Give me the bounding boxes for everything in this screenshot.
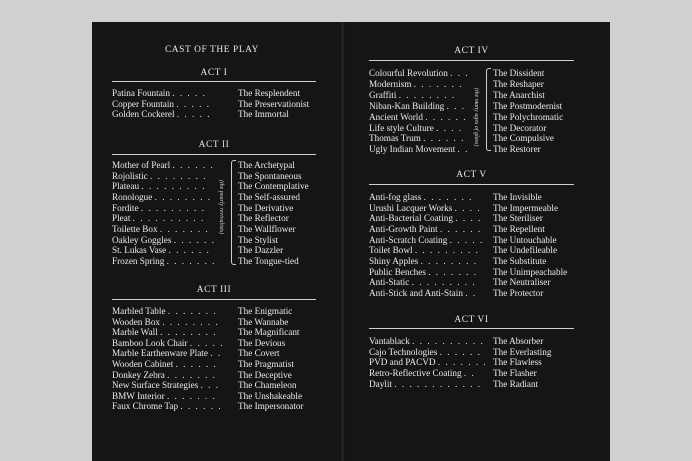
cast-role: The Anarchist [493, 89, 545, 100]
act1-title: ACT I [200, 68, 228, 78]
cast-row [369, 288, 574, 299]
cast-row [369, 256, 574, 267]
cast-member-name: Donkey Zebra . . . . . . . [112, 369, 217, 380]
cast-row [369, 90, 574, 101]
cast-row [369, 112, 574, 123]
dot-leader: . . . . . . . . [160, 327, 218, 338]
dot-leader: . . . . . . . [428, 266, 478, 277]
cast-role: The Compulsive [493, 133, 554, 144]
cast-role: The Impermeable [493, 202, 559, 213]
act3-rule [112, 299, 316, 300]
cast-role: The Devious [238, 337, 286, 348]
cast-row [369, 224, 574, 235]
dot-leader: . . . . . . . . . [140, 202, 206, 213]
cast-member-name: Thomas Trum . . . . . . [369, 133, 465, 144]
cast-role: The Contemplative [238, 181, 309, 192]
act2-side-note: (the pearly revivalists) [218, 180, 224, 235]
cast-row [112, 109, 316, 120]
cast-member-name: Anti-Static . . . . . . . . . [369, 277, 477, 288]
cast-row [369, 267, 574, 278]
cast-member-name: Golden Cockerel . . . . . [112, 109, 211, 120]
dot-leader: . . . . . . . [166, 255, 216, 266]
cast-role: The Reshaper [493, 78, 544, 89]
cast-role: The Unimpeachable [493, 266, 568, 277]
cast-member-name: Cajo Technologies . . . . . . [369, 346, 482, 357]
cast-role: The Covert [238, 348, 280, 359]
cast-row [369, 144, 574, 155]
cast-row [112, 181, 316, 192]
cast-member-name: Niban-Kan Building . . . [369, 100, 466, 111]
cast-member-name: Daylit . . . . . . . . . . . . [369, 378, 482, 389]
cast-role: The Steriliser [493, 213, 543, 224]
act2-rule [112, 154, 316, 155]
cast-role: The Immortal [238, 109, 289, 120]
dot-leader: . . . . . . . . [154, 191, 212, 202]
cast-member-name: Colourful Revolution . . . [369, 68, 470, 78]
cast-row [112, 370, 316, 381]
cast-member-name: Bamboo Look Chair . . . . . [112, 337, 225, 348]
act4-title: ACT IV [454, 46, 489, 56]
cast-member-name: Marbled Table . . . . . . . [112, 306, 218, 316]
cast-role: The Dissident [493, 68, 545, 78]
dot-leader: . . . . . . . . . [411, 277, 477, 288]
dot-leader: . . . . . . . [413, 78, 464, 89]
act4-rule [369, 60, 574, 61]
cast-row [112, 213, 316, 224]
dot-leader: . . . . [436, 122, 463, 133]
cast-member-name: Fordite . . . . . . . . . [112, 202, 206, 213]
cast-role: The Invisible [493, 192, 542, 202]
cast-member-name: Ugly Indian Movement . . [369, 144, 469, 155]
cast-row [112, 203, 316, 214]
cast-row [369, 192, 574, 203]
act3-title: ACT III [196, 285, 232, 295]
cast-row [369, 357, 574, 368]
dot-leader: . . . . . . . . . . . . [394, 378, 482, 389]
cast-role: The Decorator [493, 122, 547, 133]
cast-role: The Unshakeable [238, 390, 303, 401]
dot-leader: . . . . . . . [167, 306, 218, 316]
cast-row [369, 347, 574, 358]
dot-leader: . . . . . . . . . . [132, 213, 205, 224]
dot-leader: . . . . . . . [159, 223, 210, 234]
cast-role: The Tongue-tied [238, 255, 299, 266]
cast-row [112, 317, 316, 328]
dot-leader: . . . . . [449, 234, 484, 245]
cast-role: The Restorer [493, 144, 541, 155]
cast-row [112, 306, 316, 317]
cast-member-name: Pleat . . . . . . . . . . [112, 213, 205, 224]
dot-leader: . . . . . . . [437, 357, 488, 368]
cast-member-name: Urushi Lacquer Works . . . . [369, 202, 482, 213]
cast-member-name: Toilette Box . . . . . . . [112, 223, 210, 234]
cast-member-name: Wooden Box . . . . . . . . [112, 316, 220, 327]
act1-rule [112, 81, 316, 82]
cast-member-name: PVD and PACVD . . . . . . . [369, 357, 488, 368]
cast-role: The Magnificant [238, 327, 300, 338]
cast-member-name: Marble Wall . . . . . . . . [112, 327, 218, 338]
act6-rule [369, 328, 574, 329]
cast-role: The Wallflower [238, 223, 296, 234]
dot-leader: . . . . . [176, 109, 211, 120]
cast-member-name: Mother of Pearl . . . . . . [112, 160, 215, 170]
cast-member-name: Patina Fountain . . . . . [112, 88, 207, 98]
dot-leader: . . . [450, 68, 470, 78]
cast-role: The Stylist [238, 234, 279, 245]
act4-brace [486, 68, 491, 151]
cast-row [112, 401, 316, 412]
dot-leader: . . . . . . [439, 346, 482, 357]
dot-leader: . . . . . . [439, 223, 482, 234]
cast-row [112, 192, 316, 203]
cast-member-name: Toilet Bowl . . . . . . . . . [369, 245, 480, 256]
cast-member-name: Retro-Reflective Coating . . [369, 368, 476, 379]
cast-role: The Everlasting [493, 346, 552, 357]
cast-member-name: Oakley Goggles . . . . . . [112, 234, 216, 245]
cast-member-name: Wooden Cabinet . . . . . . [112, 359, 218, 369]
cast-row [112, 348, 316, 359]
cast-row [369, 123, 574, 134]
cast-role: The Polychromatic [493, 111, 564, 122]
cast-role: The Derivative [238, 202, 294, 213]
dot-leader: . . . . [454, 202, 482, 213]
cast-role: The Chameleon [238, 380, 297, 391]
cast-role: The Neutraliser [493, 277, 551, 288]
cast-row [369, 277, 574, 288]
dot-leader: . . . . . . . . . [414, 245, 480, 256]
act2-brace [231, 160, 236, 265]
cast-row [369, 101, 574, 112]
cast-row [112, 235, 316, 246]
cast-role: The Reflector [238, 213, 289, 224]
cast-role: The Radiant [493, 378, 539, 389]
cast-row [112, 256, 316, 267]
cast-member-name: Life style Culture . . . . [369, 122, 463, 133]
cast-row [112, 88, 316, 99]
cast-role: The Self-assured [238, 191, 300, 202]
dot-leader: . . . . . . [168, 245, 211, 256]
dot-leader: . . [465, 287, 477, 298]
dot-leader: . . . . . . . [423, 192, 473, 202]
dot-leader: . . . . . [172, 88, 207, 98]
cast-row [369, 203, 574, 214]
dot-leader: . . . . . . [173, 234, 216, 245]
cast-member-name: Shiny Apples . . . . . . . . [369, 255, 478, 266]
dot-leader: . . . . . . . . [150, 170, 207, 181]
cast-member-name: Anti-Stick and Anti-Stain . . [369, 287, 477, 298]
cast-row [112, 338, 316, 349]
cast-role: The Archetypal [238, 160, 295, 170]
cast-role: The Resplendent [238, 88, 300, 98]
cast-row [369, 379, 574, 390]
act5-title: ACT V [456, 170, 487, 180]
dot-leader: . . . . . . . [167, 369, 217, 380]
dot-leader: . . . . . . . . [162, 316, 220, 327]
cast-member-name: Graffiti . . . . . . . . [369, 89, 456, 100]
cast-role: The Flasher [493, 368, 537, 379]
dot-leader: . . . . . . [172, 160, 215, 170]
cast-member-name: New Surface Strategies . . . [112, 380, 220, 391]
cast-member-name: St. Lukas Vase . . . . . . [112, 245, 211, 256]
cast-row [112, 171, 316, 182]
cast-member-name: Anti-Scratch Coating . . . . . [369, 234, 484, 245]
cast-member-name: Anti-Growth Paint . . . . . . [369, 223, 482, 234]
cast-role: The Postmodernist [493, 100, 563, 111]
cast-member-name: Frozen Spring . . . . . . . [112, 255, 216, 266]
cast-row [369, 213, 574, 224]
dot-leader: . . . . . . [425, 111, 468, 122]
cast-role: The Flawless [493, 357, 542, 368]
dot-leader: . . [457, 144, 469, 155]
cast-row [112, 99, 316, 110]
cast-row [112, 380, 316, 391]
cast-member-name: Rojolistic . . . . . . . . [112, 170, 207, 181]
cast-row [369, 336, 574, 347]
dot-leader: . . . . . . [423, 133, 465, 144]
cast-role: The Impersonator [238, 401, 304, 412]
cast-member-name: BMW Interior . . . . . . . [112, 390, 217, 401]
cast-row [112, 224, 316, 235]
cast-row [369, 68, 574, 79]
cast-member-name: Modernism . . . . . . . [369, 78, 464, 89]
dot-leader: . . . . . . [175, 359, 218, 369]
dot-leader: . . . . . . . [166, 390, 217, 401]
cast-member-name: Anti-Bacterial Coating . . . . [369, 213, 482, 224]
dot-leader: . . . . . [189, 337, 225, 348]
act6-title: ACT VI [454, 315, 489, 325]
dot-leader: . . . . . . . . [420, 255, 478, 266]
dot-leader: . . . . . . . . . [141, 181, 206, 192]
cast-role: The Wannabe [238, 316, 289, 327]
cast-role: The Deceptive [238, 369, 292, 380]
cast-role: The Repellent [493, 223, 545, 234]
book-gutter [340, 22, 345, 461]
cast-row [112, 245, 316, 256]
dot-leader: . . [463, 368, 476, 379]
cast-member-name: Marble Earthenware Plate . . [112, 348, 222, 359]
cast-role: The Pragmatist [238, 359, 294, 369]
cast-row [369, 133, 574, 144]
cast-role: The Preservationist [238, 98, 310, 109]
dot-leader: . . . [200, 380, 220, 391]
cast-member-name: Copper Fountain . . . . . [112, 98, 211, 109]
cast-row [112, 359, 316, 370]
cast-row [112, 160, 316, 171]
cast-role: The Undefileable [493, 245, 558, 256]
cast-role: The Enigmatic [238, 306, 293, 316]
cast-row [369, 79, 574, 90]
cast-member-name: Anti-fog glass . . . . . . . [369, 192, 473, 202]
act4-side-note: (the many ages of glass) [473, 88, 479, 147]
cast-member-name: Faux Chrome Tap . . . . . . [112, 401, 223, 412]
dot-leader: . . . [446, 100, 466, 111]
dot-leader: . . [210, 348, 222, 359]
cast-row [112, 391, 316, 402]
cast-member-name: Vantablack . . . . . . . . . . [369, 336, 485, 346]
cast-role: The Protector [493, 287, 544, 298]
cast-member-name: Ancient World . . . . . . [369, 111, 468, 122]
cast-role: The Substitute [493, 255, 547, 266]
dot-leader: . . . . [455, 213, 482, 224]
dot-leader: . . . . . . . . [398, 89, 456, 100]
cast-role: The Absorber [493, 336, 544, 346]
cast-member-name: Ronologue . . . . . . . . [112, 191, 212, 202]
act2-title: ACT II [198, 140, 230, 150]
cast-member-name: Public Benches . . . . . . . [369, 266, 478, 277]
cast-row [369, 245, 574, 256]
main-title: CAST OF THE PLAY [164, 45, 260, 55]
dot-leader: . . . . . . [180, 401, 223, 412]
cast-row [112, 327, 316, 338]
cast-row [369, 368, 574, 379]
cast-role: The Dazzler [238, 245, 284, 256]
cast-member-name: Plateau . . . . . . . . . [112, 181, 206, 192]
act5-rule [369, 184, 574, 185]
cast-row [369, 235, 574, 246]
cast-role: The Untouchable [493, 234, 557, 245]
cast-role: The Spontaneous [238, 170, 302, 181]
dot-leader: . . . . . . . . . . [412, 336, 485, 346]
dot-leader: . . . . . [176, 98, 211, 109]
